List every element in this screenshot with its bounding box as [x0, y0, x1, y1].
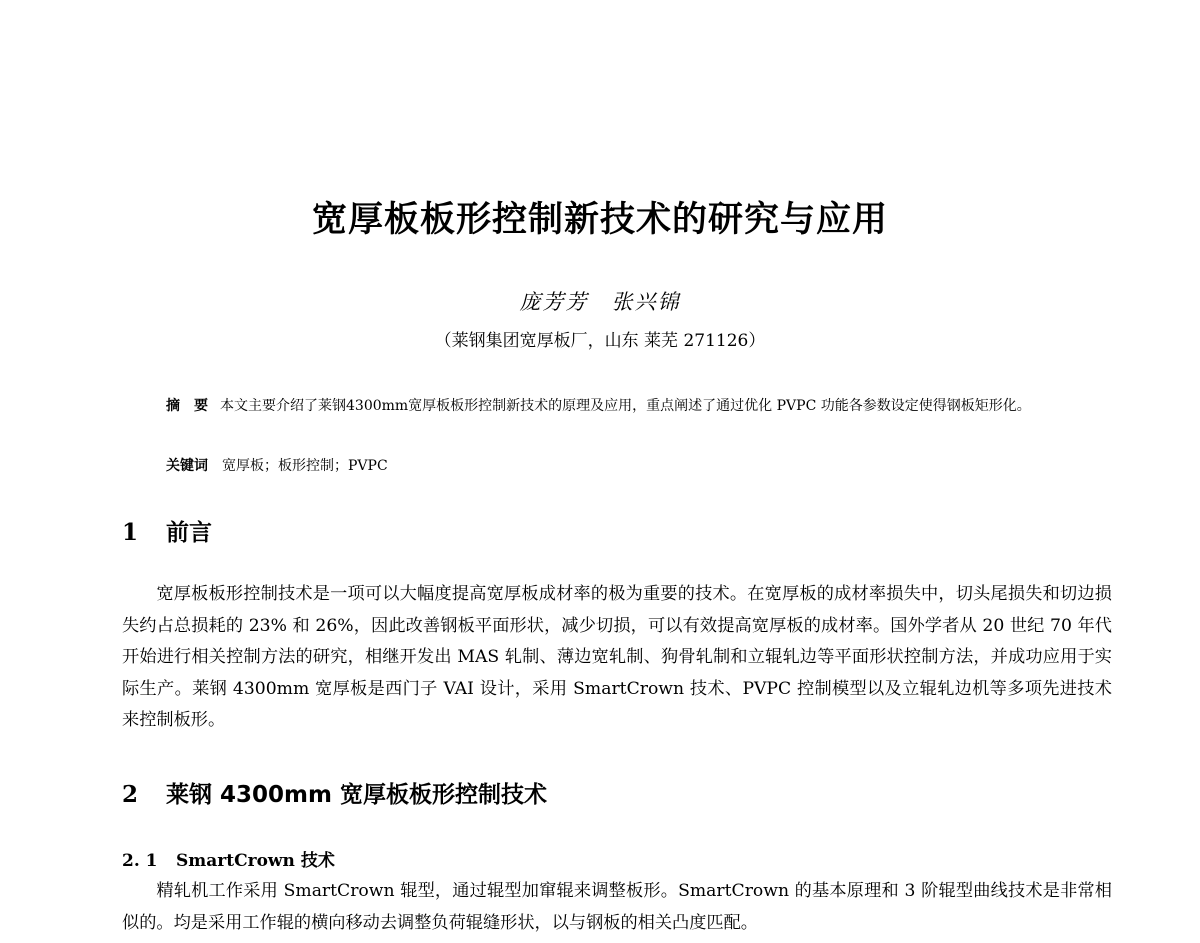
section-1-title: 前言 [166, 520, 212, 546]
paper-title: 宽厚板板形控制新技术的研究与应用 [311, 200, 888, 240]
section-1-number: 1 [122, 519, 139, 546]
subsection-2-1-title: SmartCrown 技术 [176, 851, 335, 871]
paper-authors: 庞芳芳 张兴锦 [519, 290, 681, 314]
section-1-heading [122, 514, 212, 547]
paper-affiliation: （莱钢集团宽厚板厂，山东 莱芜 271126） [434, 331, 766, 351]
keywords-text: 宽厚板；板形控制；PVPC [222, 458, 388, 474]
keywords-label: 关键词 [166, 458, 208, 474]
section-1-paragraph: 宽厚板板形控制技术是一项可以大幅度提高宽厚板成材率的极为重要的技术。在宽厚板的成材率损失中，切头尾损失和切边损失约占总损耗的 23% 和 26%，因此改善钢板平面形状，减少切损，可以有效提高宽厚板的成材率。国外学者从 20 世纪 70 年代开始进行相关控制方法的研究，相继开发出 MAS 轧制、薄边宽轧制、狗骨轧制和立辊轧边等平面形状控制方法，并成功应用于实际生产。莱钢 4300mm 宽厚板是西门子 VAI 设计，采用 SmartCrown 技术、PVPC 控制模型以及立辊轧边机等多项先进技术来控制板形。 [122, 584, 1112, 730]
abstract-text: 本文主要介绍了莱钢4300mm宽厚板板形控制新技术的原理及应用，重点阐述了通过优化 PVPC 功能各参数设定使得钢板矩形化。 [220, 398, 1031, 414]
subsection-2-1-paragraph: 精轧机工作采用 SmartCrown 辊型，通过辊型加窜辊来调整板形。SmartCrown 的基本原理和 3 阶辊型曲线技术是非常相似的。均是采用工作辊的横向移动去调整负荷辊缝形状，以与钢板的相关凸度匹配。 [122, 881, 1112, 933]
section-2-heading [122, 776, 547, 809]
section-2-number: 2 [122, 781, 139, 808]
subsection-2-1-heading [122, 846, 335, 871]
abstract-block [166, 393, 1086, 420]
keywords-block [166, 455, 388, 475]
subsection-2-1-number: 2. 1 [122, 851, 158, 871]
abstract-label: 摘 要 [166, 398, 208, 414]
section-2-title: 莱钢 4300mm 宽厚板板形控制技术 [166, 782, 547, 808]
